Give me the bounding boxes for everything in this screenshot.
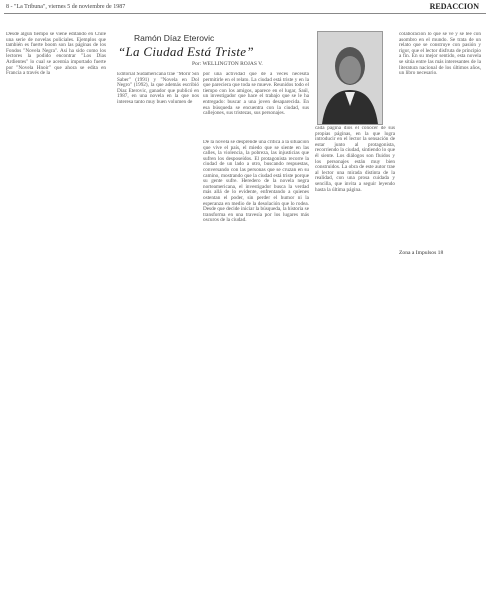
signature: Zona a Impulsos 18 xyxy=(399,250,444,256)
column-long: De la novela se desprende una crítica a la situación que vive el país, el miedo que se siente en las calles, la violencia, la pobreza, las injusticias que sufren los desposeídos. El protagonista recorre la ciudad de un lado a otro, buscando respuestas, conversando con las personas que se cruzan en su camino, mostrando que la ciudad está triste porque su gente sufre. Heredero de la novela negra norteamericana, el investigador busca la verdad más allá de lo evidente, enfrentando a quienes ostentan el poder, sin perder el humor ni la esperanza en medio de la desolación que lo rodea. Desde que decide iniciar la búsqueda, la historia se transforma en una travesía por los lugares más oscuros de la ciudad. xyxy=(203,140,309,224)
page-header-dateline: 8 - "La Tribuna", viernes 5 de noviembre de 1987 xyxy=(6,4,126,10)
article-headline: “La Ciudad Está Triste” xyxy=(118,44,254,59)
article-kicker: Ramón Díaz Eterovic xyxy=(134,33,215,43)
column-right: cada página dios el conocer de sus propias páginas, en la que logra introducir en el lector la sensación de estar junto al protagonista, recorriendo la ciudad, sintiendo lo que él siente. Los diálogos son fluidos y los personajes están muy bien construidos. La obra de este autor trae al lector una mirada distinta de la realidad, con una prosa cuidada y sencilla, que invita a seguir leyendo hasta la última página. xyxy=(315,126,395,193)
article-byline: Por: WELLINGTON ROJAS V. xyxy=(192,61,263,67)
column-far-right: colaboración lo que se ve y se lee con asombro en el mundo. Se trata de un relato que se construye con pasión y rigor, que el lector disfruta de principio a fin. En su mejor sentido, esta novela se sitúa entre las más interesantes de la literatura nacional de los últimos años, un libro necesario. xyxy=(399,32,481,77)
column-center-right: por una actividad que de a veces necesita permitirle en el relato. La ciudad está triste y en la que pareciera que toda se mueve. Reunidos todo el tiempo con los amigos, aparece en el lugar, Saúl, un investigador que hace el trabajo que se le ha entregado: buscar a una joven desaparecida. En esa búsqueda se encuentra con la ciudad, sus callejones, sus tristezas, sus personajes. xyxy=(203,72,309,117)
header-rule xyxy=(4,13,486,14)
author-photo xyxy=(317,31,383,125)
column-left: Desde algún tiempo se viene editando en Chile una serie de novelas policiales. Ejemplos que también es fuerte boom son las páginas de los Fondos "Novela Negra". Así ha sido como los lectores la podido encontrar "Los Dias Ardientes" lo cual se acentúa importado fuerte por "Novela Hnoir" que ahora se edita en Francia a través de la xyxy=(6,32,106,77)
column-center-left: Editorial Sudamericana trae "Morir Sin Saber" (1991) y "Novela en Dol Negro" (1992), la que además escribió Díaz Eterovic, ganador que publicó en 1987, en una novela en la que nos interesa tanto muy buen volumen de xyxy=(117,72,199,105)
section-title: REDACCION xyxy=(429,2,479,11)
